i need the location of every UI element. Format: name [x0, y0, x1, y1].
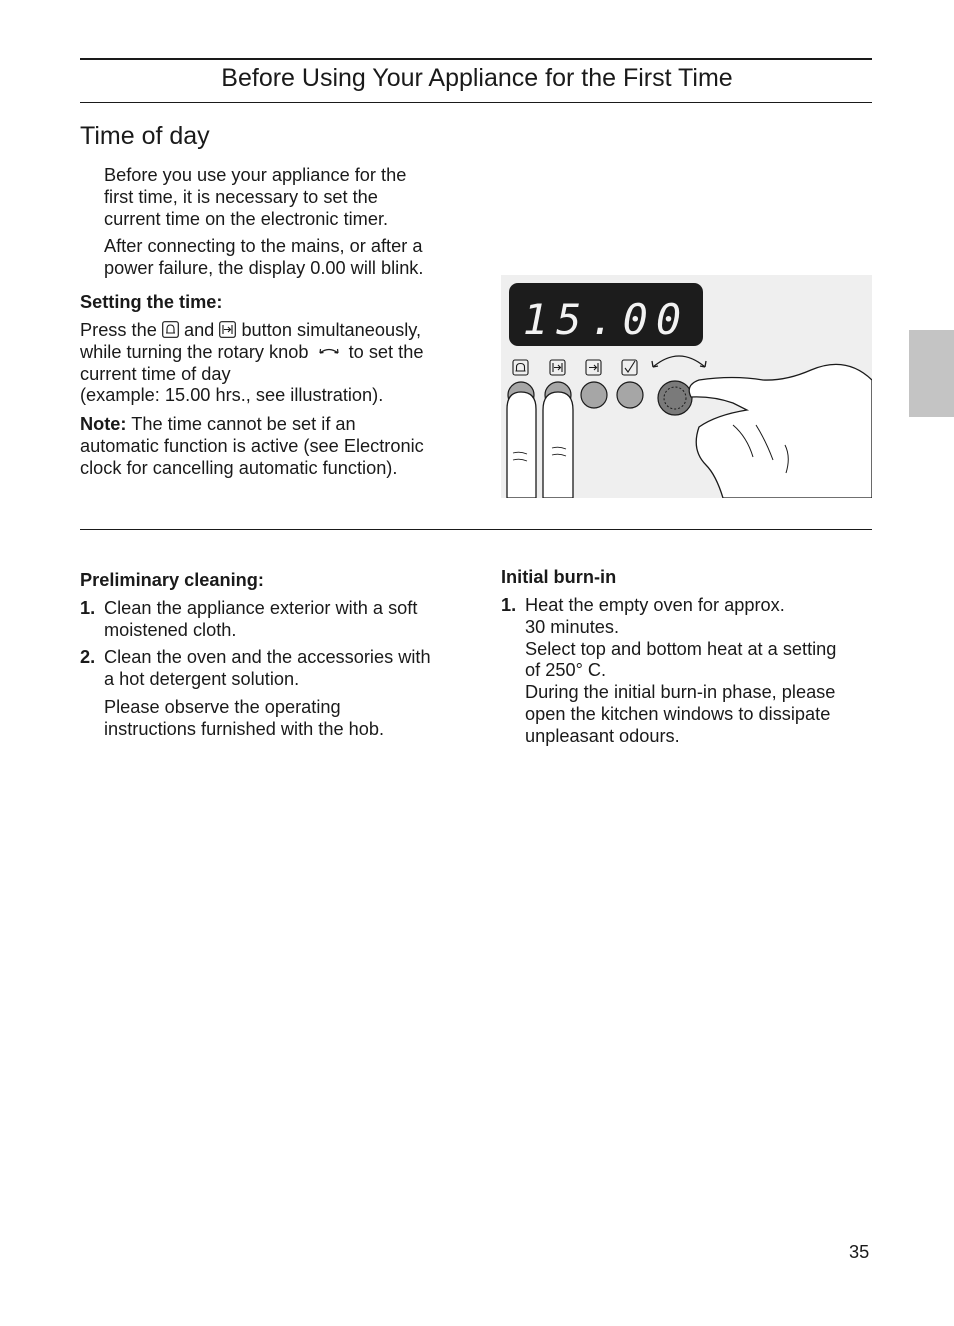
timer-display-value: 15.00 [522, 295, 690, 344]
text-line: open the kitchen windows to dissipate [525, 703, 831, 724]
note-label: Note: [80, 414, 127, 434]
text-line: Before you use your appliance for the [104, 165, 407, 185]
page-header-title: Before Using Your Appliance for the First Time [221, 64, 733, 92]
text-fragment: and [183, 320, 215, 340]
side-tab-marker [909, 330, 954, 417]
text-line [80, 342, 423, 364]
header-bottom-rule [80, 102, 872, 103]
timer-button-4 [617, 382, 643, 408]
rotary-arrow-icon [317, 345, 341, 357]
list-item [104, 598, 417, 642]
text-line: Clean the oven and the accessories with [104, 647, 431, 667]
text-line: first time, it is necessary to set the [104, 186, 378, 207]
page-number: 35 [849, 1242, 870, 1262]
timer-illustration [501, 275, 872, 498]
text-line: (example: 15.00 hrs., see illustration). [80, 385, 384, 406]
text-line: After connecting to the mains, or after a [104, 236, 423, 256]
text-line: automatic function is active (see Electronic [80, 435, 424, 456]
list-number: 1. [501, 595, 517, 615]
text-fragment: The time cannot be set if an [131, 414, 356, 434]
hand-turning-knob [689, 364, 872, 498]
intro-paragraph-1 [104, 165, 406, 230]
cleaning-note [104, 697, 384, 741]
text-line: moistened cloth. [104, 619, 237, 640]
text-line: unpleasant odours. [525, 725, 680, 746]
text-fragment: button simultaneously, [241, 320, 422, 340]
preliminary-cleaning-heading: Preliminary cleaning: [80, 570, 264, 590]
list-number: 1. [80, 598, 96, 618]
finger-left [507, 392, 536, 498]
list-item [525, 595, 836, 748]
text-fragment: while turning the rotary knob [80, 341, 309, 362]
text-line: Select top and bottom heat at a setting [525, 638, 837, 659]
duration-icon [219, 321, 236, 338]
note-paragraph [80, 414, 424, 479]
timer-button-3 [581, 382, 607, 408]
text-line: current time of day [80, 363, 231, 384]
setting-time-paragraph [80, 320, 423, 407]
text-fragment: to set the [348, 341, 424, 362]
text-line: current time on the electronic timer. [104, 208, 389, 229]
text-line: Heat the empty oven for approx. [525, 595, 785, 615]
finger-right [543, 392, 573, 498]
initial-burn-in-heading: Initial burn-in [501, 567, 617, 587]
intro-paragraph-2 [104, 236, 423, 280]
text-line: power failure, the display 0.00 will blink. [104, 257, 424, 278]
text-line [80, 320, 423, 342]
text-line [80, 414, 424, 436]
text-line: instructions furnished with the hob. [104, 718, 385, 739]
text-line: a hot detergent solution. [104, 668, 300, 689]
header-top-rule [80, 58, 872, 60]
section-title: Time of day [80, 122, 210, 150]
text-line: Clean the appliance exterior with a soft [104, 598, 418, 618]
text-line: 30 minutes. [525, 616, 620, 637]
text-line: During the initial burn-in phase, please [525, 682, 836, 703]
text-line: Please observe the operating [104, 697, 341, 717]
text-line: clock for cancelling automatic function). [80, 457, 398, 478]
rotary-knob [658, 381, 692, 415]
list-item [104, 647, 431, 691]
bell-icon [162, 321, 179, 338]
list-number: 2. [80, 647, 96, 667]
text-fragment: Press the [80, 320, 157, 340]
text-line: of 250° C. [525, 660, 607, 681]
section-divider [80, 529, 872, 530]
setting-time-heading: Setting the time: [80, 292, 223, 312]
